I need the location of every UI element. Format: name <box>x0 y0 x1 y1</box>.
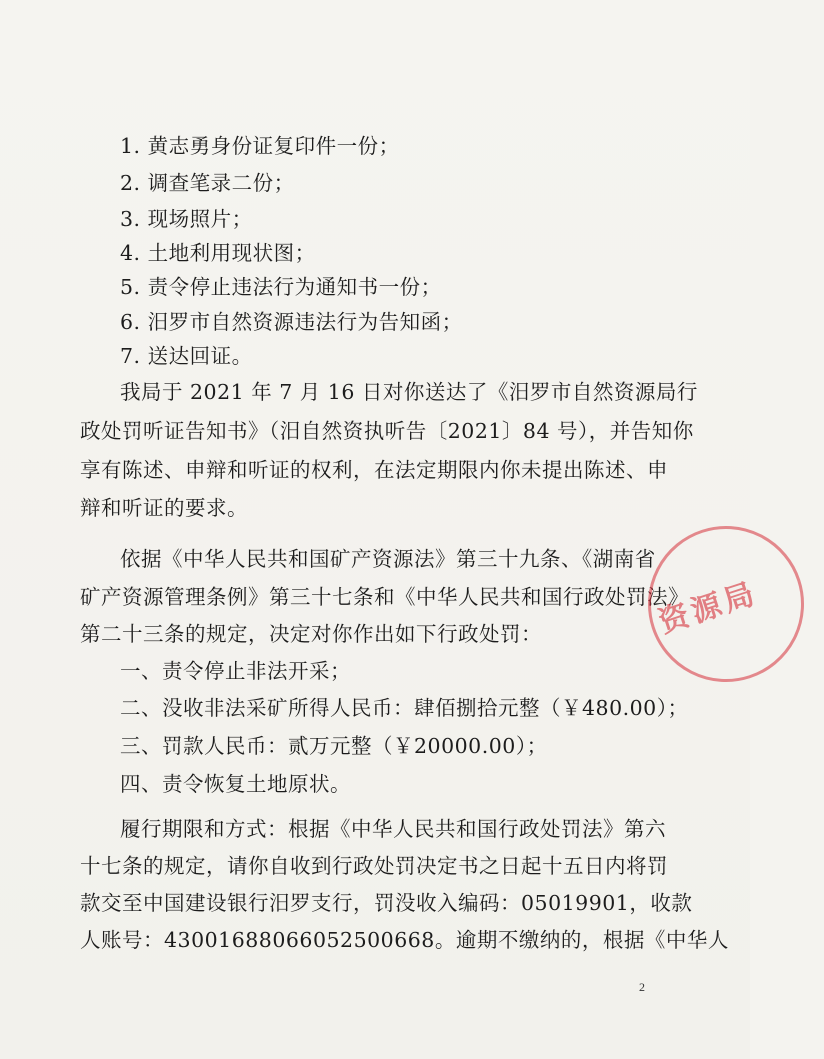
penalty-item: 二、没收非法采矿所得人民币：肆佰捌拾元整（￥480.00）； <box>120 696 689 720</box>
attachment-item: 7. 送达回证。 <box>120 344 253 368</box>
penalty-item: 三、罚款人民币：贰万元整（￥20000.00）； <box>120 734 548 758</box>
attachment-item: 3. 现场照片； <box>120 207 253 231</box>
paragraph-line: 人账号：43001688066052500668。逾期不缴纳的，根据《中华人 <box>80 928 729 952</box>
paragraph-line: 我局于 2021 年 7 月 16 日对你送达了《汨罗市自然资源局行 <box>120 380 698 404</box>
penalty-item: 四、责令恢复土地原状。 <box>120 772 351 796</box>
paragraph-line: 享有陈述、申辩和听证的权利，在法定期限内你未提出陈述、申 <box>80 458 668 482</box>
attachment-item: 1. 黄志勇身份证复印件一份； <box>120 134 400 158</box>
paragraph-line: 矿产资源管理条例》第三十七条和《中华人民共和国行政处罚法》 <box>80 585 689 609</box>
seal-text: 资源局 <box>654 575 763 641</box>
paragraph-line: 履行期限和方式：根据《中华人民共和国行政处罚法》第六 <box>120 817 666 841</box>
paragraph-line: 依据《中华人民共和国矿产资源法》第三十九条、《湖南省 <box>120 547 656 571</box>
paragraph-line: 款交至中国建设银行汨罗支行，罚没收入编码：05019901，收款 <box>80 891 693 915</box>
penalty-item: 一、责令停止非法开采； <box>120 659 351 683</box>
paragraph-line: 政处罚听证告知书》（汨自然资执听告〔2021〕84 号），并告知你 <box>80 419 694 443</box>
page-number: 2 <box>639 980 645 994</box>
attachment-item: 6. 汨罗市自然资源违法行为告知函； <box>120 310 463 334</box>
attachment-item: 5. 责令停止违法行为通知书一份； <box>120 275 442 299</box>
attachment-item: 2. 调查笔录二份； <box>120 171 295 195</box>
attachment-item: 4. 土地利用现状图； <box>120 241 316 265</box>
paragraph-line: 十七条的规定，请你自收到行政处罚决定书之日起十五日内将罚 <box>80 854 668 878</box>
paragraph-line: 辩和听证的要求。 <box>80 496 248 520</box>
official-seal <box>628 506 824 703</box>
paragraph-line: 第二十三条的规定，决定对你作出如下行政处罚： <box>80 622 542 646</box>
